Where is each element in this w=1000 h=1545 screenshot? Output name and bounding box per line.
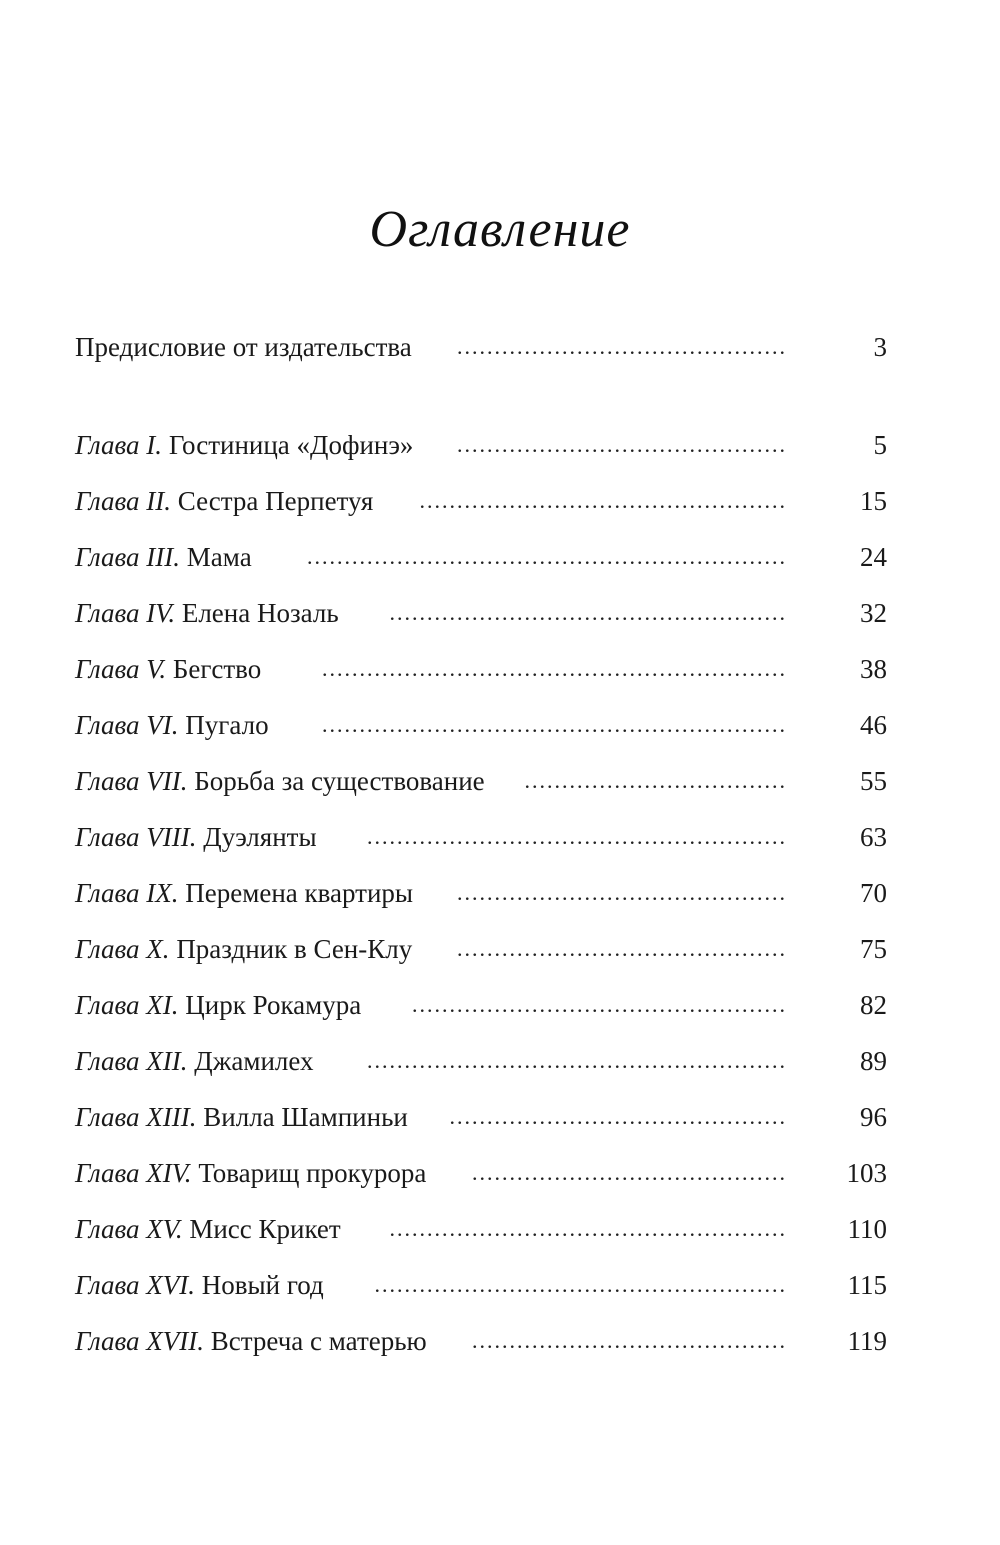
dot-leader: ................................................................ <box>307 544 787 569</box>
page-number: 70 <box>860 878 887 908</box>
page-number: 96 <box>860 1102 887 1132</box>
chapter-number: Глава VII. <box>75 766 188 796</box>
toc-entry-label <box>75 929 412 969</box>
chapter-title: Вилла Шампиньи <box>203 1102 408 1132</box>
toc-entry-label <box>75 985 361 1025</box>
page-number: 75 <box>860 934 887 964</box>
chapter-title: Предисловие от издательства <box>75 332 412 362</box>
chapter-title: Сестра Перпетуя <box>177 486 374 516</box>
dot-leader: ............................................ <box>457 432 787 457</box>
dot-leader: ................................... <box>524 768 787 793</box>
page-number: 38 <box>860 654 887 684</box>
dot-leader: ............................................ <box>457 334 787 359</box>
page-number: 55 <box>860 766 887 796</box>
toc-entry-label <box>75 649 261 689</box>
page-number: 32 <box>860 598 887 628</box>
chapter-title: Перемена квартиры <box>185 878 414 908</box>
toc-entry <box>75 817 887 857</box>
toc-entry-label <box>75 425 413 465</box>
dot-leader: .................................................. <box>412 992 787 1017</box>
chapter-title: Товарищ прокурора <box>198 1158 427 1188</box>
page-number: 103 <box>846 1158 887 1188</box>
chapter-title: Праздник в Сен-Клу <box>176 934 413 964</box>
chapter-number: Глава XIII. <box>75 1102 197 1132</box>
toc-entry-label <box>75 1209 341 1249</box>
page-number: 24 <box>860 542 887 572</box>
toc-entry <box>75 761 887 801</box>
chapter-number: Глава IV. <box>75 598 176 628</box>
toc-entry-label <box>75 761 485 801</box>
chapter-number: Глава I. <box>75 430 163 460</box>
dot-leader: ........................................................ <box>367 824 787 849</box>
toc-entry-label <box>75 1041 314 1081</box>
toc-entry <box>75 1265 887 1305</box>
toc-entry <box>75 649 887 689</box>
page-number: 3 <box>873 332 887 362</box>
chapter-title: Цирк Рокамура <box>185 990 362 1020</box>
chapter-number: Глава X. <box>75 934 170 964</box>
chapter-number: Глава XV. <box>75 1214 183 1244</box>
chapter-title: Борьба за существование <box>194 766 485 796</box>
toc-entry-label <box>75 537 252 577</box>
toc-entry-label <box>75 873 413 913</box>
toc-entry-label <box>75 1265 324 1305</box>
chapter-number: Глава XI. <box>75 990 179 1020</box>
chapter-title: Новый год <box>201 1270 324 1300</box>
chapter-number: Глава VI. <box>75 710 179 740</box>
dot-leader: ........................................................ <box>367 1048 787 1073</box>
chapter-title: Гостиница «Дофинэ» <box>168 430 414 460</box>
chapter-number: Глава XVI. <box>75 1270 196 1300</box>
page-number: 63 <box>860 822 887 852</box>
chapter-title: Дуэлянты <box>203 822 317 852</box>
page-number: 82 <box>860 990 887 1020</box>
dot-leader: .............................................................. <box>322 656 787 681</box>
toc-entry <box>75 985 887 1025</box>
toc-entry <box>75 327 887 367</box>
dot-leader: ....................................................... <box>374 1272 787 1297</box>
chapter-title: Мисс Крикет <box>189 1214 341 1244</box>
chapter-number: Глава XIV. <box>75 1158 192 1188</box>
page-title: Оглавление <box>369 201 631 258</box>
chapter-number: Глава V. <box>75 654 167 684</box>
chapter-title: Пугало <box>185 710 269 740</box>
toc-entry-label <box>75 481 373 521</box>
chapter-number: Глава II. <box>75 486 172 516</box>
toc-entry <box>75 1041 887 1081</box>
dot-leader: ............................................ <box>457 880 787 905</box>
dot-leader: ............................................ <box>457 936 787 961</box>
chapter-number: Глава III. <box>75 542 181 572</box>
toc-entry <box>75 1153 887 1193</box>
chapter-number: Глава XII. <box>75 1046 188 1076</box>
toc-entry-label <box>75 705 269 745</box>
toc-entry-label <box>75 1153 426 1193</box>
page-number: 110 <box>847 1214 887 1244</box>
chapter-title: Бегство <box>172 654 262 684</box>
toc-entry-label <box>75 1321 427 1361</box>
dot-leader: ............................................. <box>449 1104 787 1129</box>
toc-entry <box>75 873 887 913</box>
dot-leader: ................................................. <box>419 488 787 513</box>
page-number: 89 <box>860 1046 887 1076</box>
toc-entry <box>75 593 887 633</box>
chapter-title: Встреча с матерью <box>210 1326 427 1356</box>
toc-entry-label <box>75 817 317 857</box>
page-number: 5 <box>873 430 887 460</box>
dot-leader: .......................................... <box>472 1160 787 1185</box>
page-number: 46 <box>860 710 887 740</box>
toc-entry <box>75 929 887 969</box>
chapter-title: Елена Нозаль <box>181 598 339 628</box>
page-number: 15 <box>860 486 887 516</box>
page-number: 119 <box>847 1326 887 1356</box>
toc-entry-label <box>75 593 339 633</box>
toc-entry <box>75 1209 887 1249</box>
toc-entry <box>75 1321 887 1361</box>
toc-entry <box>75 705 887 745</box>
chapter-number: Глава IX. <box>75 878 179 908</box>
chapter-title: Мама <box>186 542 252 572</box>
toc-entry-label <box>75 1097 408 1137</box>
page-number: 115 <box>847 1270 887 1300</box>
dot-leader: ..................................................... <box>389 1216 787 1241</box>
toc-entry <box>75 481 887 521</box>
chapter-number: Глава VIII. <box>75 822 197 852</box>
toc-entry <box>75 425 887 465</box>
chapter-number: Глава XVII. <box>75 1326 205 1356</box>
chapter-title: Джамилех <box>194 1046 314 1076</box>
toc-entry-label <box>75 327 412 367</box>
dot-leader: .......................................... <box>472 1328 787 1353</box>
dot-leader: .............................................................. <box>322 712 787 737</box>
toc-entry <box>75 537 887 577</box>
dot-leader: ..................................................... <box>389 600 787 625</box>
toc-entry <box>75 1097 887 1137</box>
